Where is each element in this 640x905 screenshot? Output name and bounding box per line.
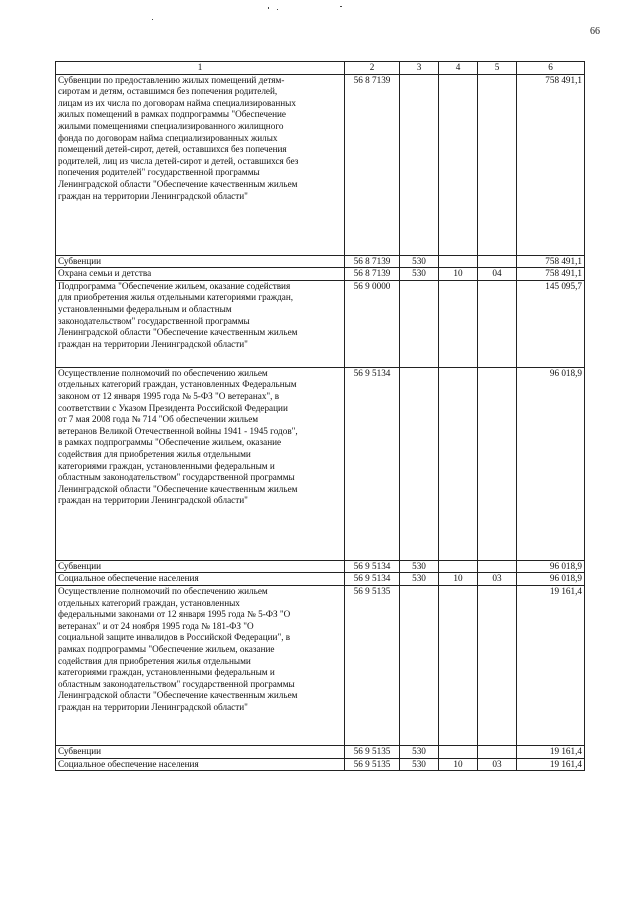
cell-code: 56 9 0000 [345,280,400,367]
cell-vr: 530 [400,560,439,573]
budget-sheet [55,61,585,771]
cell-amount: 19 161,4 [517,758,585,771]
cell-name: Подпрограмма "Обеспечение жильем, оказание содействия для приобретения жилья отдельными категориями граждан, установленными федеральным и областным законодательством" государственной программы Ленинградской области "Обеспечение качественным жильем граждан на территории Ленинградской области" [56,280,345,367]
cell-pr [478,280,517,367]
column-header-code: 2 [345,62,400,75]
cell-vr [400,280,439,367]
cell-vr: 530 [400,745,439,758]
cell-amount: 19 161,4 [517,585,585,745]
cell-code: 56 9 5134 [345,367,400,560]
cell-code: 56 9 5134 [345,560,400,573]
cell-vr [400,367,439,560]
cell-pr [478,585,517,745]
table-header-row [56,62,585,75]
table-row [56,280,585,367]
column-header-pr: 5 [478,62,517,75]
scan-speck [340,6,342,7]
cell-amount: 96 018,9 [517,560,585,573]
cell-rz: 10 [439,268,478,281]
cell-name: Социальное обеспечение населения [56,573,345,586]
cell-rz [439,280,478,367]
table-row [56,585,585,745]
table-row [56,758,585,771]
cell-amount: 19 161,4 [517,745,585,758]
cell-pr: 04 [478,268,517,281]
cell-pr [478,255,517,268]
cell-rz [439,560,478,573]
table-row [56,268,585,281]
cell-name: Субвенции [56,745,345,758]
cell-rz [439,585,478,745]
cell-vr: 530 [400,573,439,586]
table-row [56,255,585,268]
cell-pr [478,74,517,255]
cell-pr [478,560,517,573]
cell-name: Субвенции [56,255,345,268]
scan-speck [277,9,278,10]
cell-vr [400,74,439,255]
column-header-amount: 6 [517,62,585,75]
cell-rz [439,255,478,268]
cell-rz [439,74,478,255]
cell-code: 56 9 5134 [345,573,400,586]
cell-name: Субвенции [56,560,345,573]
column-header-rz: 4 [439,62,478,75]
cell-rz [439,745,478,758]
scan-speck [268,7,269,9]
cell-code: 56 8 7139 [345,268,400,281]
table-row [56,745,585,758]
budget-table [55,61,585,771]
table-row [56,560,585,573]
cell-name: Осуществление полномочий по обеспечению жильем отдельных категорий граждан, установленных федеральными законами от 12 января 1995 года № 5-ФЗ "О ветеранах" и от 24 ноября 1995 года № 181-ФЗ "О социальной защите инвалидов в Российской Федерации", в рамках подпрограммы "Обеспечение жильем, оказание содействия для приобретения жилья отдельными категориями граждан, установленными федеральным и областным законодательством" государственной программы Ленинградской области "Обеспечение качественным жильем граждан на территории Ленинградской области" [56,585,345,745]
cell-vr: 530 [400,268,439,281]
cell-code: 56 9 5135 [345,758,400,771]
cell-amount: 758 491,1 [517,268,585,281]
cell-amount: 96 018,9 [517,573,585,586]
cell-code: 56 9 5135 [345,585,400,745]
cell-rz [439,367,478,560]
cell-code: 56 9 5135 [345,745,400,758]
scan-speck [152,19,153,20]
cell-amount: 758 491,1 [517,255,585,268]
cell-name: Социальное обеспечение населения [56,758,345,771]
cell-name: Охрана семьи и детства [56,268,345,281]
cell-amount: 96 018,9 [517,367,585,560]
cell-rz: 10 [439,573,478,586]
column-header-name: 1 [56,62,345,75]
cell-pr [478,745,517,758]
cell-name: Осуществление полномочий по обеспечению жильем отдельных категорий граждан, установленных Федеральным законом от 12 января 1995 года № 5-ФЗ "О ветеранах", в соответствии с Указом Президента Российской Федерации от 7 мая 2008 года № 714 "Об обеспечении жильем ветеранов Великой Отечественной войны 1941 - 1945 годов", в рамках подпрограммы "Обеспечение жильем, оказание содействия для приобретения жилья отдельными категориями граждан, установленными федеральным и областным законодательством" государственной программы Ленинградской области "Обеспечение качественным жильем граждан на территории Ленинградской области" [56,367,345,560]
cell-pr: 03 [478,758,517,771]
table-row [56,74,585,255]
cell-pr [478,367,517,560]
cell-code: 56 8 7139 [345,255,400,268]
table-row [56,573,585,586]
cell-pr: 03 [478,573,517,586]
cell-rz: 10 [439,758,478,771]
cell-amount: 145 095,7 [517,280,585,367]
table-row [56,367,585,560]
page-number: 66 [590,26,600,37]
cell-vr [400,585,439,745]
column-header-vr: 3 [400,62,439,75]
cell-code: 56 8 7139 [345,74,400,255]
cell-vr: 530 [400,758,439,771]
cell-vr: 530 [400,255,439,268]
cell-name: Субвенции по предоставлению жилых помещений детям- сиротам и детям, оставшимся без попечения родителей, лицам из их числа по договорам найма специализированных жилых помещений в рамках подпрограммы "Обеспечение жилыми помещениями специализированного жилищного фонда по договорам найма специализированных жилых помещений детей-сирот, детей, оставшихся без попечения родителей, лиц из числа детей-сирот и детей, оставшихся без попечения родителей" государственной программы Ленинградской области "Обеспечение качественным жильем граждан на территории Ленинградской области" [56,74,345,255]
cell-amount: 758 491,1 [517,74,585,255]
